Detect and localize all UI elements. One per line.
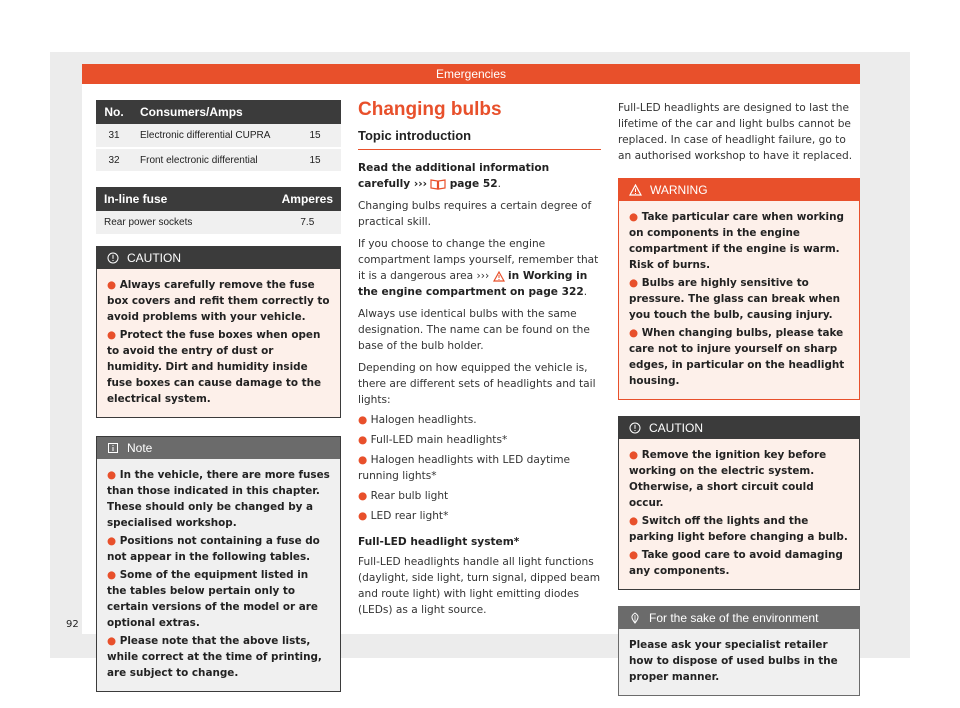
list-item: ● Bulbs are highly sensitive to pressure. The glass can break when you touch the bulb, causing injury.	[629, 277, 841, 321]
warning-body	[619, 201, 859, 399]
list-item: ● LED rear light*	[358, 510, 449, 522]
list-item: ● Take particular care when working on components in the engine compartment if the engine is warm. Risk of burns.	[629, 211, 844, 271]
cell-fuse: Rear power sockets	[96, 211, 274, 235]
note-box	[96, 436, 341, 692]
list-item: ● Halogen headlights with LED daytime running lights*	[358, 454, 571, 482]
environment-header	[619, 607, 859, 629]
environment-box	[618, 606, 860, 696]
header-amperes: Amperes	[274, 187, 341, 211]
list-item: ● Rear bulb light	[358, 490, 449, 502]
caution-body	[97, 269, 340, 417]
list-item: ● In the vehicle, there are more fuses than those indicated in this chapter. These should only be changed by a specialised workshop.	[107, 469, 330, 529]
paragraph: Always use identical bulbs with the same designation. The name can be found on the base of the bulb holder.	[358, 308, 590, 352]
header-fuse: In-line fuse	[96, 187, 274, 211]
table-header	[96, 187, 341, 211]
warning-title: WARNING	[650, 183, 708, 197]
manual-page	[66, 64, 860, 683]
paragraph: Depending on how equipped the vehicle is, there are different sets of headlights and tail lights:	[358, 362, 596, 406]
subheading: Full-LED headlight system*	[358, 536, 520, 548]
list-item: ● Remove the ignition key before working on the electric system. Otherwise, a short circuit could occur.	[629, 449, 827, 509]
cell-consumer: Front electronic differential	[132, 148, 289, 172]
caution-title: CAUTION	[127, 251, 181, 265]
list-item: ● When changing bulbs, please take care not to injure yourself on sharp edges, in particular on the headlight housing.	[629, 327, 845, 387]
list-item: ● Protect the fuse boxes when open to avoid the entry of dust or humidity. Dirt and humidity inside fuse boxes can cause damage to the electrical system.	[107, 329, 322, 405]
list-item: ● Halogen headlights.	[358, 414, 477, 426]
environment-text: Please ask your specialist retailer how to dispose of used bulbs in the proper manner.	[629, 639, 838, 683]
environment-title: For the sake of the environment	[649, 611, 819, 625]
section-link[interactable]: in Working in the engine compartment on page 322	[358, 270, 588, 298]
list-item: ● Some of the equipment listed in the tables below pertain only to certain versions of the model or are optional extras.	[107, 569, 318, 629]
section-header: Emergencies	[82, 64, 860, 84]
page-title: Changing bulbs	[358, 99, 502, 120]
list-item: ● Positions not containing a fuse do not appear in the following tables.	[107, 535, 320, 563]
cell-no: 31	[96, 124, 132, 148]
cell-amps: 7.5	[274, 211, 341, 235]
note-title: Note	[127, 441, 153, 455]
left-column	[96, 100, 341, 692]
book-icon	[430, 179, 446, 190]
note-body	[97, 459, 340, 691]
paragraph: Full-LED headlights handle all light functions (daylight, side light, turn signal, dipped beam and route light) with light emitting diodes (LEDs) as a light source.	[358, 556, 601, 616]
headlight-list	[358, 412, 601, 524]
list-item: ● Always carefully remove the fuse box covers and refit them correctly to avoid problems with your vehicle.	[107, 279, 330, 323]
list-item: ● Full-LED main headlights*	[358, 434, 508, 446]
caution-body	[619, 439, 859, 589]
list-item: ● Take good care to avoid damaging any components.	[629, 549, 843, 577]
read-note: Read the additional information carefully ››› page 52.	[358, 162, 550, 190]
page-number: 92	[66, 619, 79, 630]
info-circle-icon	[107, 252, 119, 264]
info-circle-icon	[629, 422, 641, 434]
inline-fuse-table	[96, 187, 341, 236]
list-item: ● Switch off the lights and the parking light before changing a bulb.	[629, 515, 848, 543]
right-column	[618, 100, 860, 696]
table-row	[96, 148, 341, 172]
warning-header	[619, 179, 859, 201]
header-no: No.	[96, 100, 132, 124]
leaf-icon	[629, 612, 641, 624]
cell-amps: 15	[289, 124, 341, 148]
table-header	[96, 100, 341, 124]
page-link[interactable]: page 52	[449, 178, 498, 190]
caution-box	[96, 246, 341, 418]
header-consumers: Consumers/Amps	[132, 100, 341, 124]
paragraph: If you choose to change the engine compartment lamps yourself, remember that it is a dangerous area ››› in Working in the engine compartment on page 322.	[358, 238, 599, 298]
table-row	[96, 124, 341, 148]
warning-triangle-icon	[493, 271, 505, 282]
note-icon	[107, 442, 119, 454]
paragraph: Full-LED headlights are designed to last the lifetime of the car and light bulbs cannot be replaced. In case of headlight failure, go to an authorised workshop to have it replaced.	[618, 102, 853, 162]
caution-header	[97, 247, 340, 269]
caution-header	[619, 417, 859, 439]
list-item: ● Please note that the above lists, while correct at the time of printing, are subject to change.	[107, 635, 322, 679]
fuse-table	[96, 100, 341, 173]
topic-subtitle: Topic introduction	[358, 128, 601, 150]
environment-body	[619, 629, 859, 695]
caution-box	[618, 416, 860, 590]
paragraph: Changing bulbs requires a certain degree of practical skill.	[358, 200, 592, 228]
warning-box	[618, 178, 860, 400]
warning-triangle-icon	[629, 184, 642, 196]
caution-title: CAUTION	[649, 421, 703, 435]
note-header	[97, 437, 340, 459]
cell-amps: 15	[289, 148, 341, 172]
middle-column	[358, 100, 601, 618]
cell-consumer: Electronic differential CUPRA	[132, 124, 289, 148]
table-row	[96, 211, 341, 235]
cell-no: 32	[96, 148, 132, 172]
